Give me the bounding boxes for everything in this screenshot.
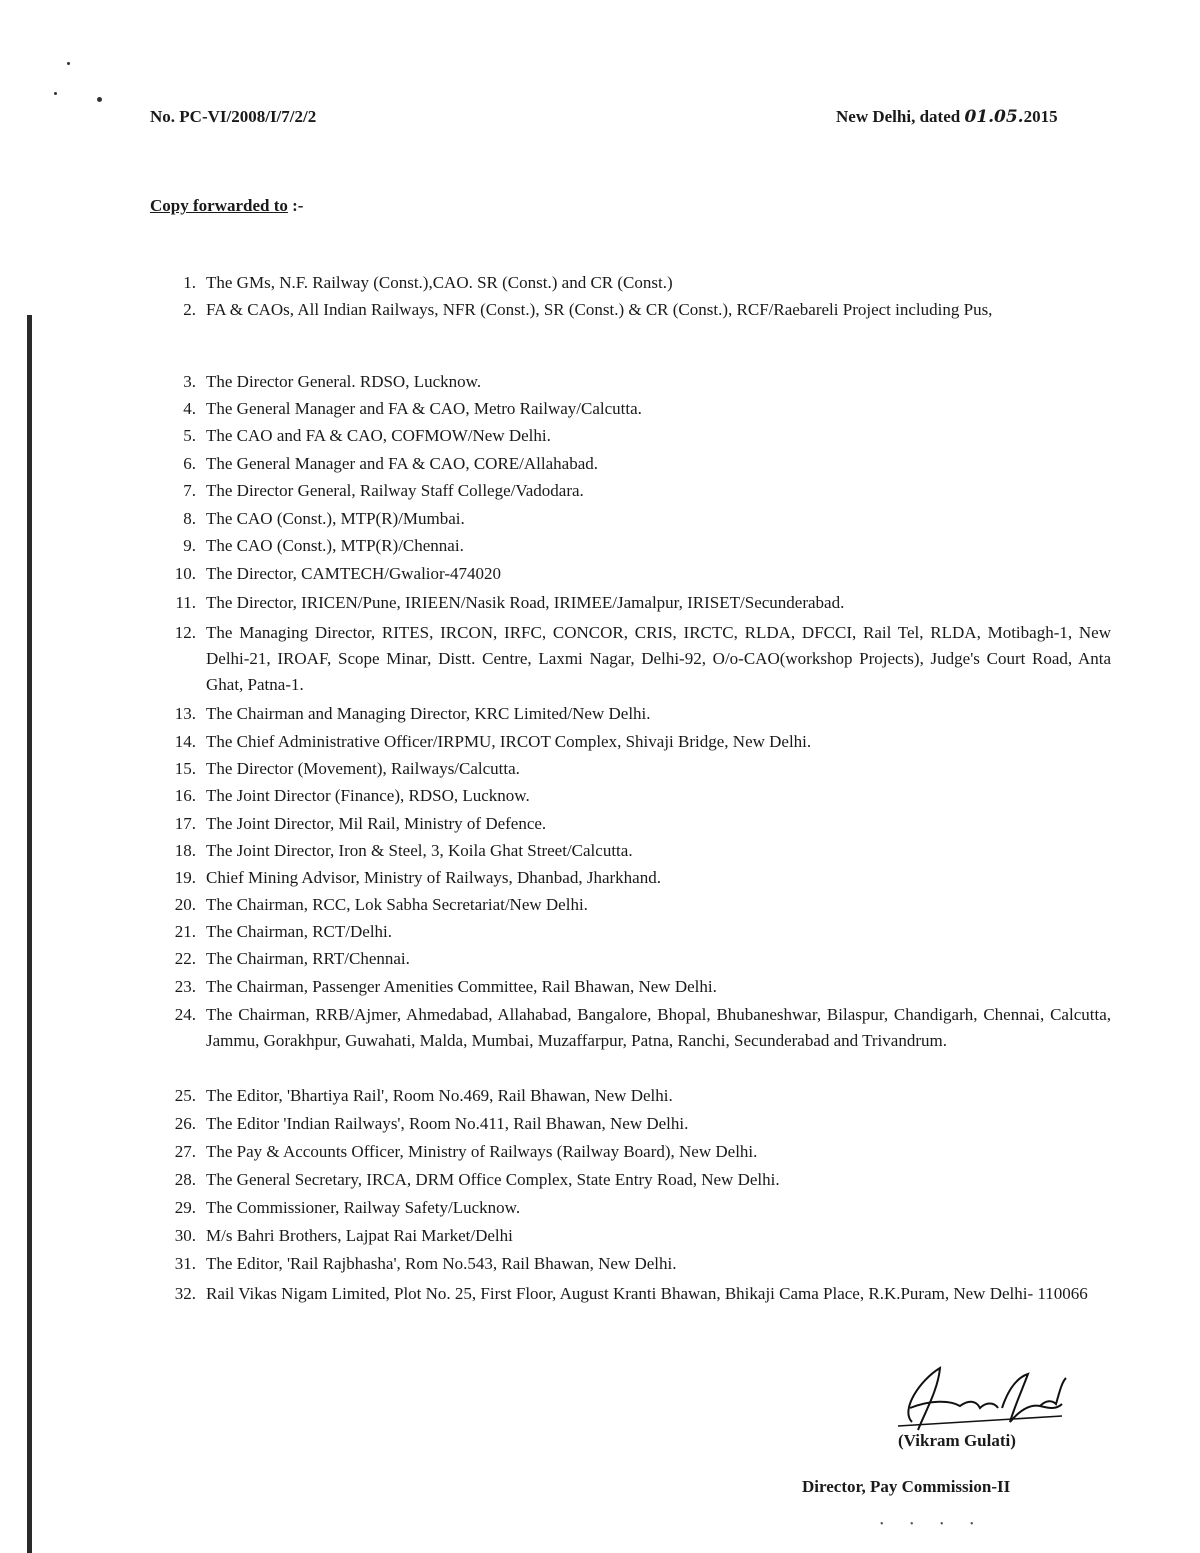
scan-speck xyxy=(67,62,70,65)
item-number: 23. xyxy=(174,977,196,996)
item-text: The Director General. RDSO, Lucknow. xyxy=(206,372,482,391)
item-text: The Editor 'Indian Railways', Room No.411, Rail Bhawan, New Delhi. xyxy=(206,1114,689,1133)
item-number: 27. xyxy=(174,1142,196,1161)
item-text: The Chairman, RRT/Chennai. xyxy=(206,949,410,968)
reference-number: No. PC-VI/2008/I/7/2/2 xyxy=(150,107,317,126)
item-text: The Joint Director, Mil Rail, Ministry of Defence. xyxy=(206,814,547,833)
date-prefix: New Delhi, dated xyxy=(836,107,965,126)
item-number: 31. xyxy=(174,1254,196,1273)
item-number: 2. xyxy=(183,300,196,319)
item-number: 4. xyxy=(183,399,196,418)
item-number: 32. xyxy=(174,1284,196,1303)
copy-forwarded-heading xyxy=(150,196,303,216)
item-number: 19. xyxy=(174,868,196,887)
item-text: The Joint Director, Iron & Steel, 3, Koila Ghat Street/Calcutta. xyxy=(206,841,633,860)
item-text: The CAO (Const.), MTP(R)/Chennai. xyxy=(206,536,464,555)
item-text: The Director General, Railway Staff College/Vadodara. xyxy=(206,481,584,500)
item-text: The GMs, N.F. Railway (Const.),CAO. SR (Const.) and CR (Const.) xyxy=(206,273,673,292)
item-number: 11. xyxy=(175,593,196,612)
item-text: The Director (Movement), Railways/Calcutta. xyxy=(206,759,520,778)
item-number: 9. xyxy=(183,536,196,555)
item-number: 20. xyxy=(174,895,196,914)
item-number: 26. xyxy=(174,1114,196,1133)
signatory-name: (Vikram Gulati) xyxy=(898,1431,1016,1450)
item-text: The CAO (Const.), MTP(R)/Mumbai. xyxy=(206,509,465,528)
item-number: 13. xyxy=(174,704,196,723)
item-number: 25. xyxy=(174,1086,196,1105)
item-number: 6. xyxy=(183,454,196,473)
scan-speck xyxy=(54,92,57,95)
item-text: The Editor, 'Rail Rajbhasha', Rom No.543, Rail Bhawan, New Delhi. xyxy=(206,1254,677,1273)
item-text: FA & CAOs, All Indian Railways, NFR (Const.), SR (Const.) & CR (Const.), RCF/Raebareli Project including Pus, xyxy=(206,300,993,319)
item-number: 24. xyxy=(174,1005,196,1024)
copy-forwarded-suffix: :- xyxy=(287,196,304,215)
item-number: 1. xyxy=(183,273,196,292)
signatory-designation: Director, Pay Commission-II xyxy=(802,1477,1011,1496)
item-number: 15. xyxy=(174,759,196,778)
item-text: Chief Mining Advisor, Ministry of Railways, Dhanbad, Jharkhand. xyxy=(206,868,661,887)
item-text: The Director, CAMTECH/Gwalior-474020 xyxy=(206,564,502,583)
item-number: 3. xyxy=(183,372,196,391)
item-number: 12. xyxy=(174,623,196,642)
item-text: The General Secretary, IRCA, DRM Office Complex, State Entry Road, New Delhi. xyxy=(206,1170,780,1189)
item-text: The Managing Director, RITES, IRCON, IRFC, CONCOR, CRIS, IRCTC, RLDA, DFCCI, Rail Tel, RLDA, Motibagh-1, New Delhi-21, IROAF, Scope Minar, Distt. Centre, Laxmi Nagar, Delhi-92, O/o-CAO(workshop Projects), Judge's Court Road, Anta Ghat, Patna-1. xyxy=(206,623,1111,694)
item-text: The General Manager and FA & CAO, CORE/Allahabad. xyxy=(206,454,599,473)
item-text: The Chairman, RCC, Lok Sabha Secretariat/New Delhi. xyxy=(206,895,588,914)
item-number: 30. xyxy=(174,1226,196,1245)
handwritten-signature xyxy=(890,1360,1090,1440)
item-number: 18. xyxy=(174,841,196,860)
scan-dots: • • • • xyxy=(880,1519,986,1530)
item-number: 28. xyxy=(174,1170,196,1189)
item-text: The General Manager and FA & CAO, Metro Railway/Calcutta. xyxy=(206,399,642,418)
item-text: M/s Bahri Brothers, Lajpat Rai Market/Delhi xyxy=(206,1226,513,1245)
item-text: The Director, IRICEN/Pune, IRIEEN/Nasik Road, IRIMEE/Jamalpur, IRISET/Secunderabad. xyxy=(206,593,845,612)
copy-forwarded-label: Copy forwarded to xyxy=(150,196,288,215)
item-text: The Chairman, RRB/Ajmer, Ahmedabad, Allahabad, Bangalore, Bhopal, Bhubaneshwar, Bilaspur, Chandigarh, Chennai, Calcutta, Jammu, Gorakhpur, Guwahati, Malda, Mumbai, Muzaffarpur, Patna, Ranchi, Secunderabad and Trivandrum. xyxy=(206,1005,1111,1050)
item-text: The Chief Administrative Officer/IRPMU, IRCOT Complex, Shivaji Bridge, New Delhi. xyxy=(206,732,812,751)
letter-date xyxy=(836,107,1058,127)
item-text: The Pay & Accounts Officer, Ministry of Railways (Railway Board), New Delhi. xyxy=(206,1142,758,1161)
item-number: 7. xyxy=(183,481,196,500)
date-year: 2015 xyxy=(1023,107,1058,126)
item-text: The CAO and FA & CAO, COFMOW/New Delhi. xyxy=(206,426,551,445)
item-number: 17. xyxy=(174,814,196,833)
item-number: 16. xyxy=(174,786,196,805)
date-handwritten: 01.05. xyxy=(964,107,1024,127)
item-number: 29. xyxy=(174,1198,196,1217)
item-text: The Editor, 'Bhartiya Rail', Room No.469, Rail Bhawan, New Delhi. xyxy=(206,1086,673,1105)
item-text: The Commissioner, Railway Safety/Lucknow. xyxy=(206,1198,521,1217)
item-number: 8. xyxy=(183,509,196,528)
scan-speck xyxy=(97,97,102,102)
item-number: 10. xyxy=(174,564,196,583)
item-text: Rail Vikas Nigam Limited, Plot No. 25, First Floor, August Kranti Bhawan, Bhikaji Cama Place, R.K.Puram, New Delhi- 110066 xyxy=(206,1284,1088,1303)
item-number: 5. xyxy=(183,426,196,445)
item-number: 14. xyxy=(174,732,196,751)
scan-edge-mark xyxy=(27,315,32,1553)
item-number: 21. xyxy=(174,922,196,941)
item-text: The Chairman, Passenger Amenities Committee, Rail Bhawan, New Delhi. xyxy=(206,977,717,996)
item-number: 22. xyxy=(174,949,196,968)
item-text: The Chairman and Managing Director, KRC Limited/New Delhi. xyxy=(206,704,651,723)
item-text: The Joint Director (Finance), RDSO, Lucknow. xyxy=(206,786,530,805)
item-text: The Chairman, RCT/Delhi. xyxy=(206,922,393,941)
